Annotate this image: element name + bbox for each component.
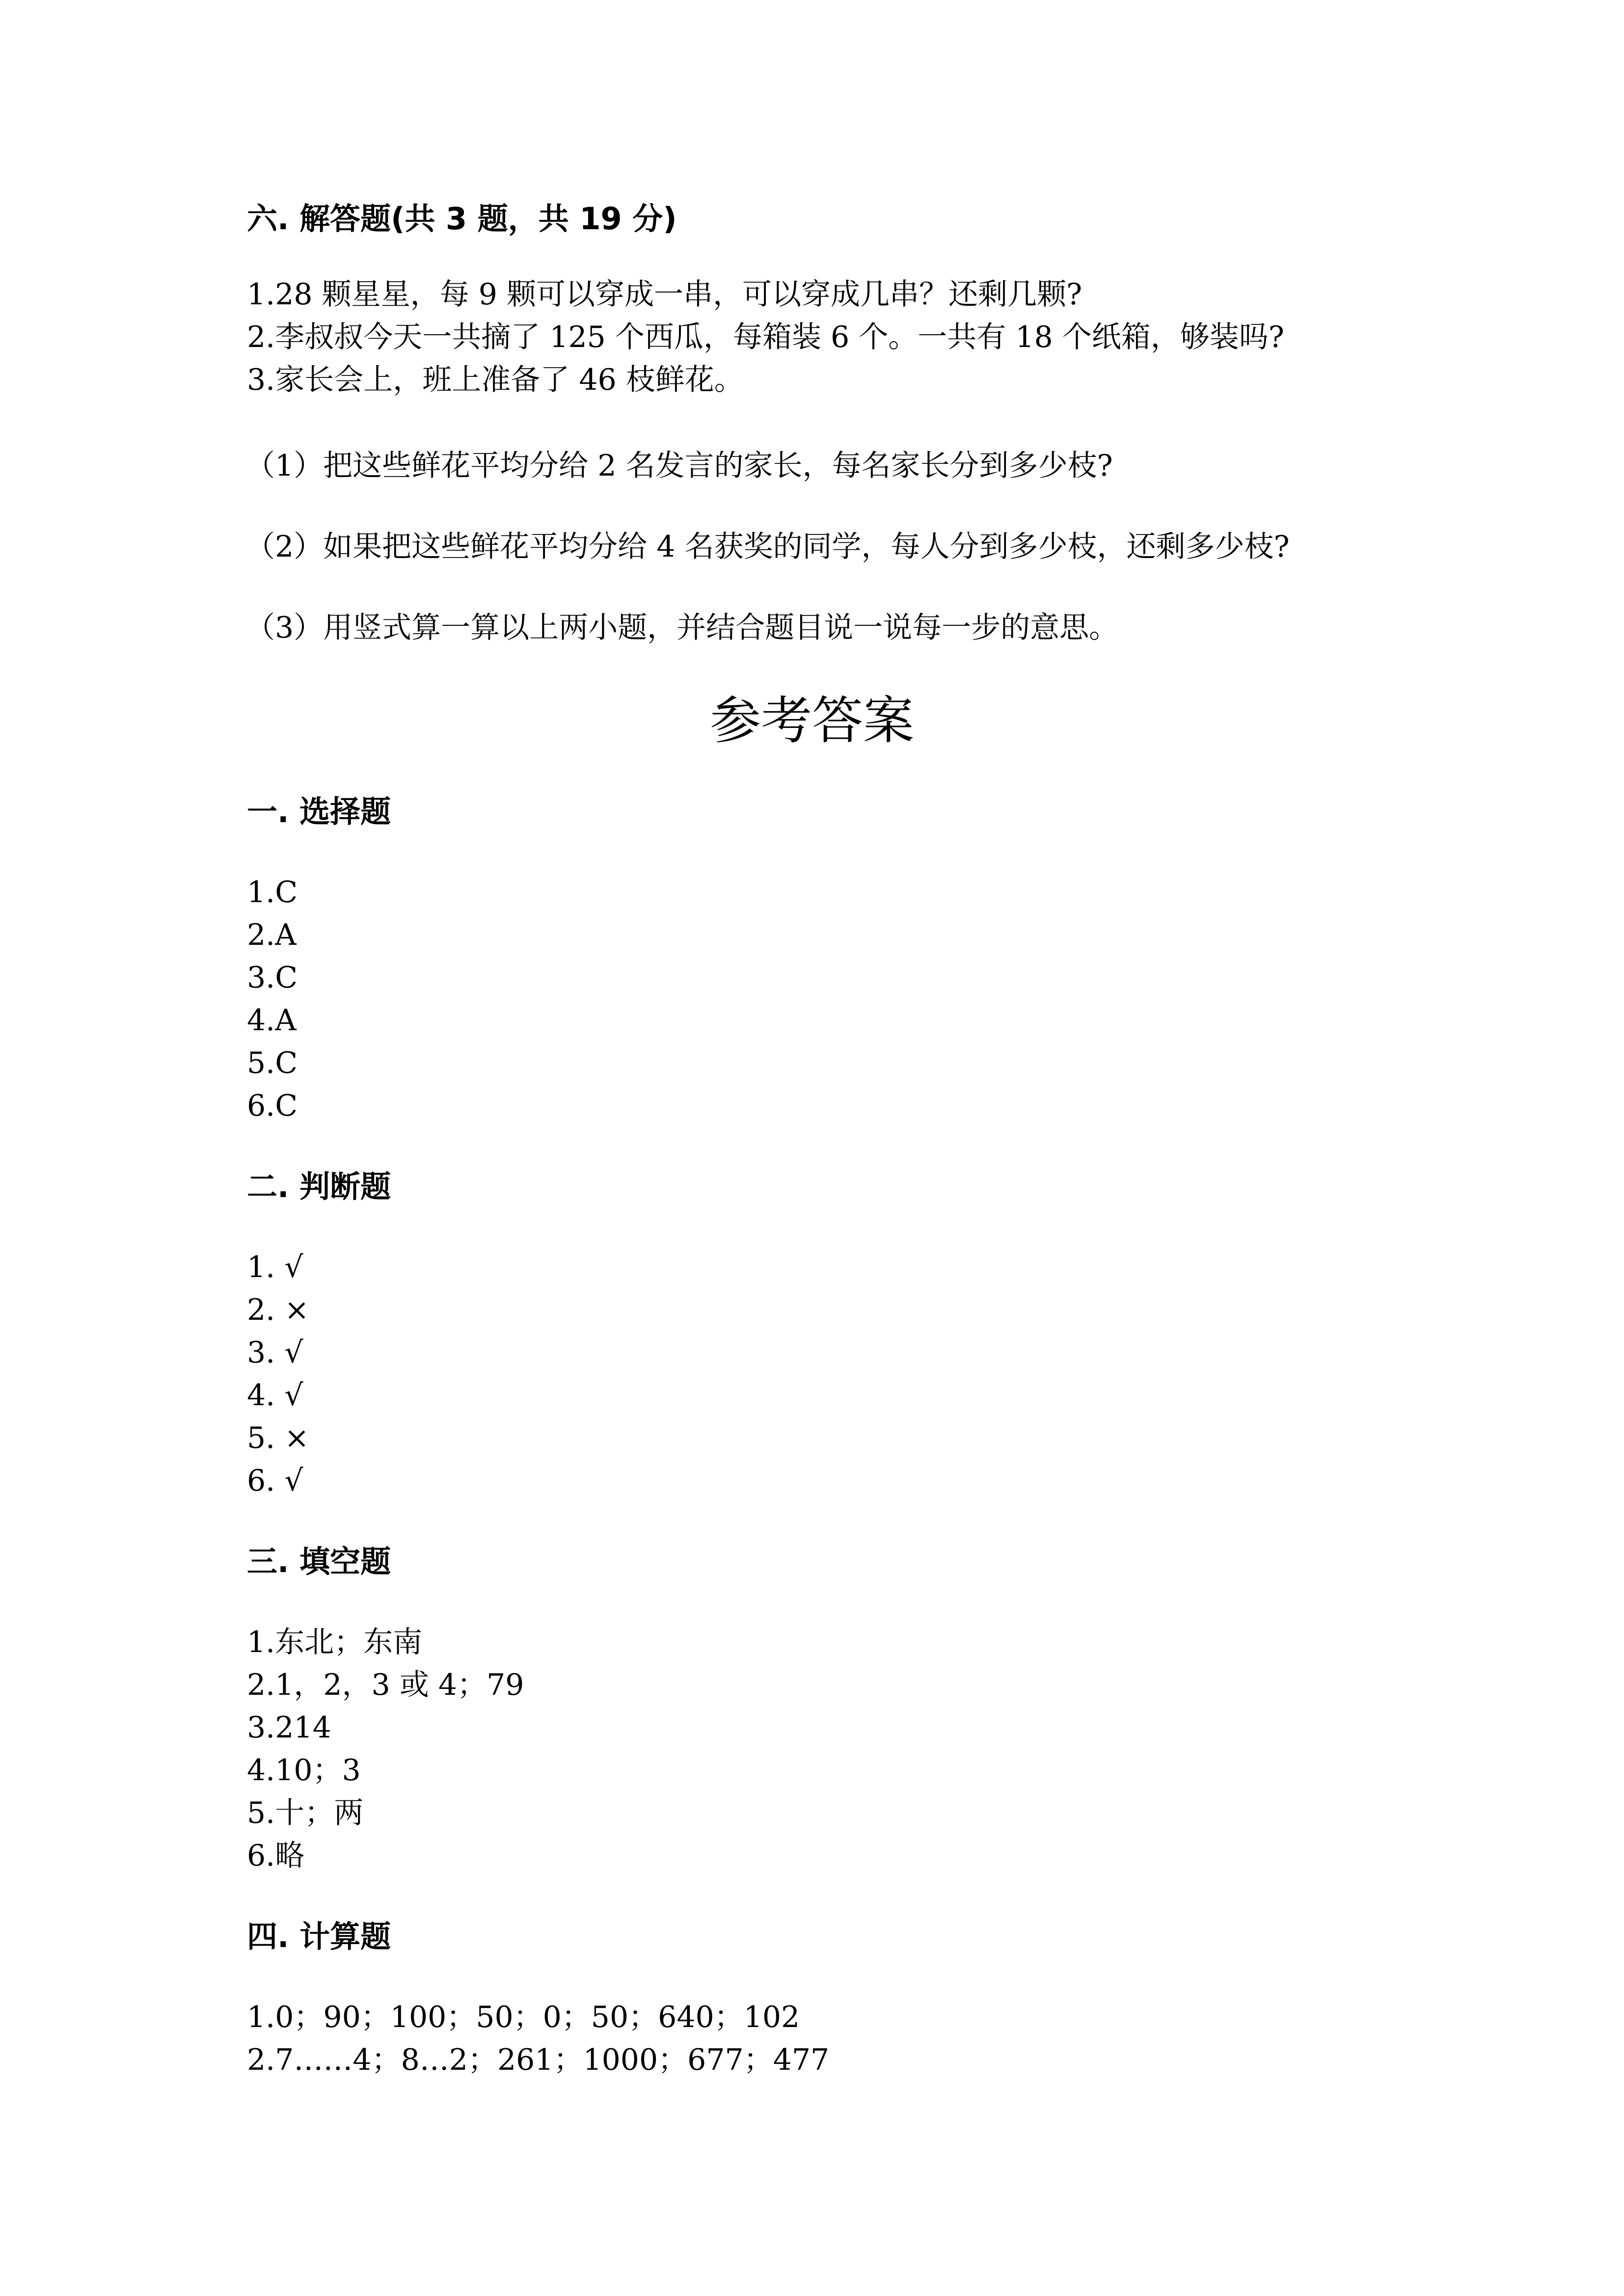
answers-section-1-heading: 一. 选择题 xyxy=(247,794,391,829)
answer-item: 6. √ xyxy=(247,1464,303,1498)
answers-title: 参考答案 xyxy=(709,691,914,750)
question-3-part-2: （2）如果把这些鲜花平均分给 4 名获奖的同学，每人分到多少枝，还剩多少枝? xyxy=(245,530,1290,564)
answers-section-2-heading: 二. 判断题 xyxy=(247,1169,391,1204)
answer-item: 5. × xyxy=(247,1421,309,1455)
answer-item: 1.0；90；100；50；0；50；640；102 xyxy=(247,2000,800,2034)
answers-section-3-heading: 三. 填空题 xyxy=(247,1544,391,1579)
question-3: 3.家长会上，班上准备了 46 枝鲜花。 xyxy=(247,363,744,397)
answer-item: 6.C xyxy=(247,1089,298,1123)
answer-item: 3.C xyxy=(247,961,298,995)
section-6-heading: 六. 解答题(共 3 题，共 19 分) xyxy=(247,201,677,237)
answer-item: 4. √ xyxy=(247,1378,303,1413)
answer-item: 5.C xyxy=(247,1046,298,1080)
answer-item: 2.1，2，3 或 4；79 xyxy=(247,1668,524,1702)
answer-item: 1. √ xyxy=(247,1250,303,1284)
question-3-part-1: （1）把这些鲜花平均分给 2 名发言的家长，每名家长分到多少枝? xyxy=(245,449,1113,483)
answer-item: 4.10；3 xyxy=(247,1753,361,1788)
answer-item: 2.7……4；8…2；261；1000；677；477 xyxy=(247,2043,830,2077)
answer-item: 1.东北；东南 xyxy=(247,1625,423,1659)
answer-item: 4.A xyxy=(247,1003,297,1038)
answer-item: 2. × xyxy=(247,1293,309,1327)
answers-section-4-heading: 四. 计算题 xyxy=(247,1919,391,1954)
question-3-part-3: （3）用竖式算一算以上两小题，并结合题目说一说每一步的意思。 xyxy=(245,611,1119,645)
answer-item: 6.略 xyxy=(247,1839,305,1873)
question-2: 2.李叔叔今天一共摘了 125 个西瓜，每箱装 6 个。一共有 18 个纸箱，够装吗? xyxy=(247,320,1284,354)
answer-item: 1.C xyxy=(247,875,298,909)
question-1: 1.28 颗星星，每 9 颗可以穿成一串，可以穿成几串？还剩几颗? xyxy=(247,277,1083,312)
answer-item: 2.A xyxy=(247,918,297,952)
answer-item: 3. √ xyxy=(247,1335,303,1370)
answer-item: 5.十；两 xyxy=(247,1796,364,1830)
answer-item: 3.214 xyxy=(247,1710,331,1745)
